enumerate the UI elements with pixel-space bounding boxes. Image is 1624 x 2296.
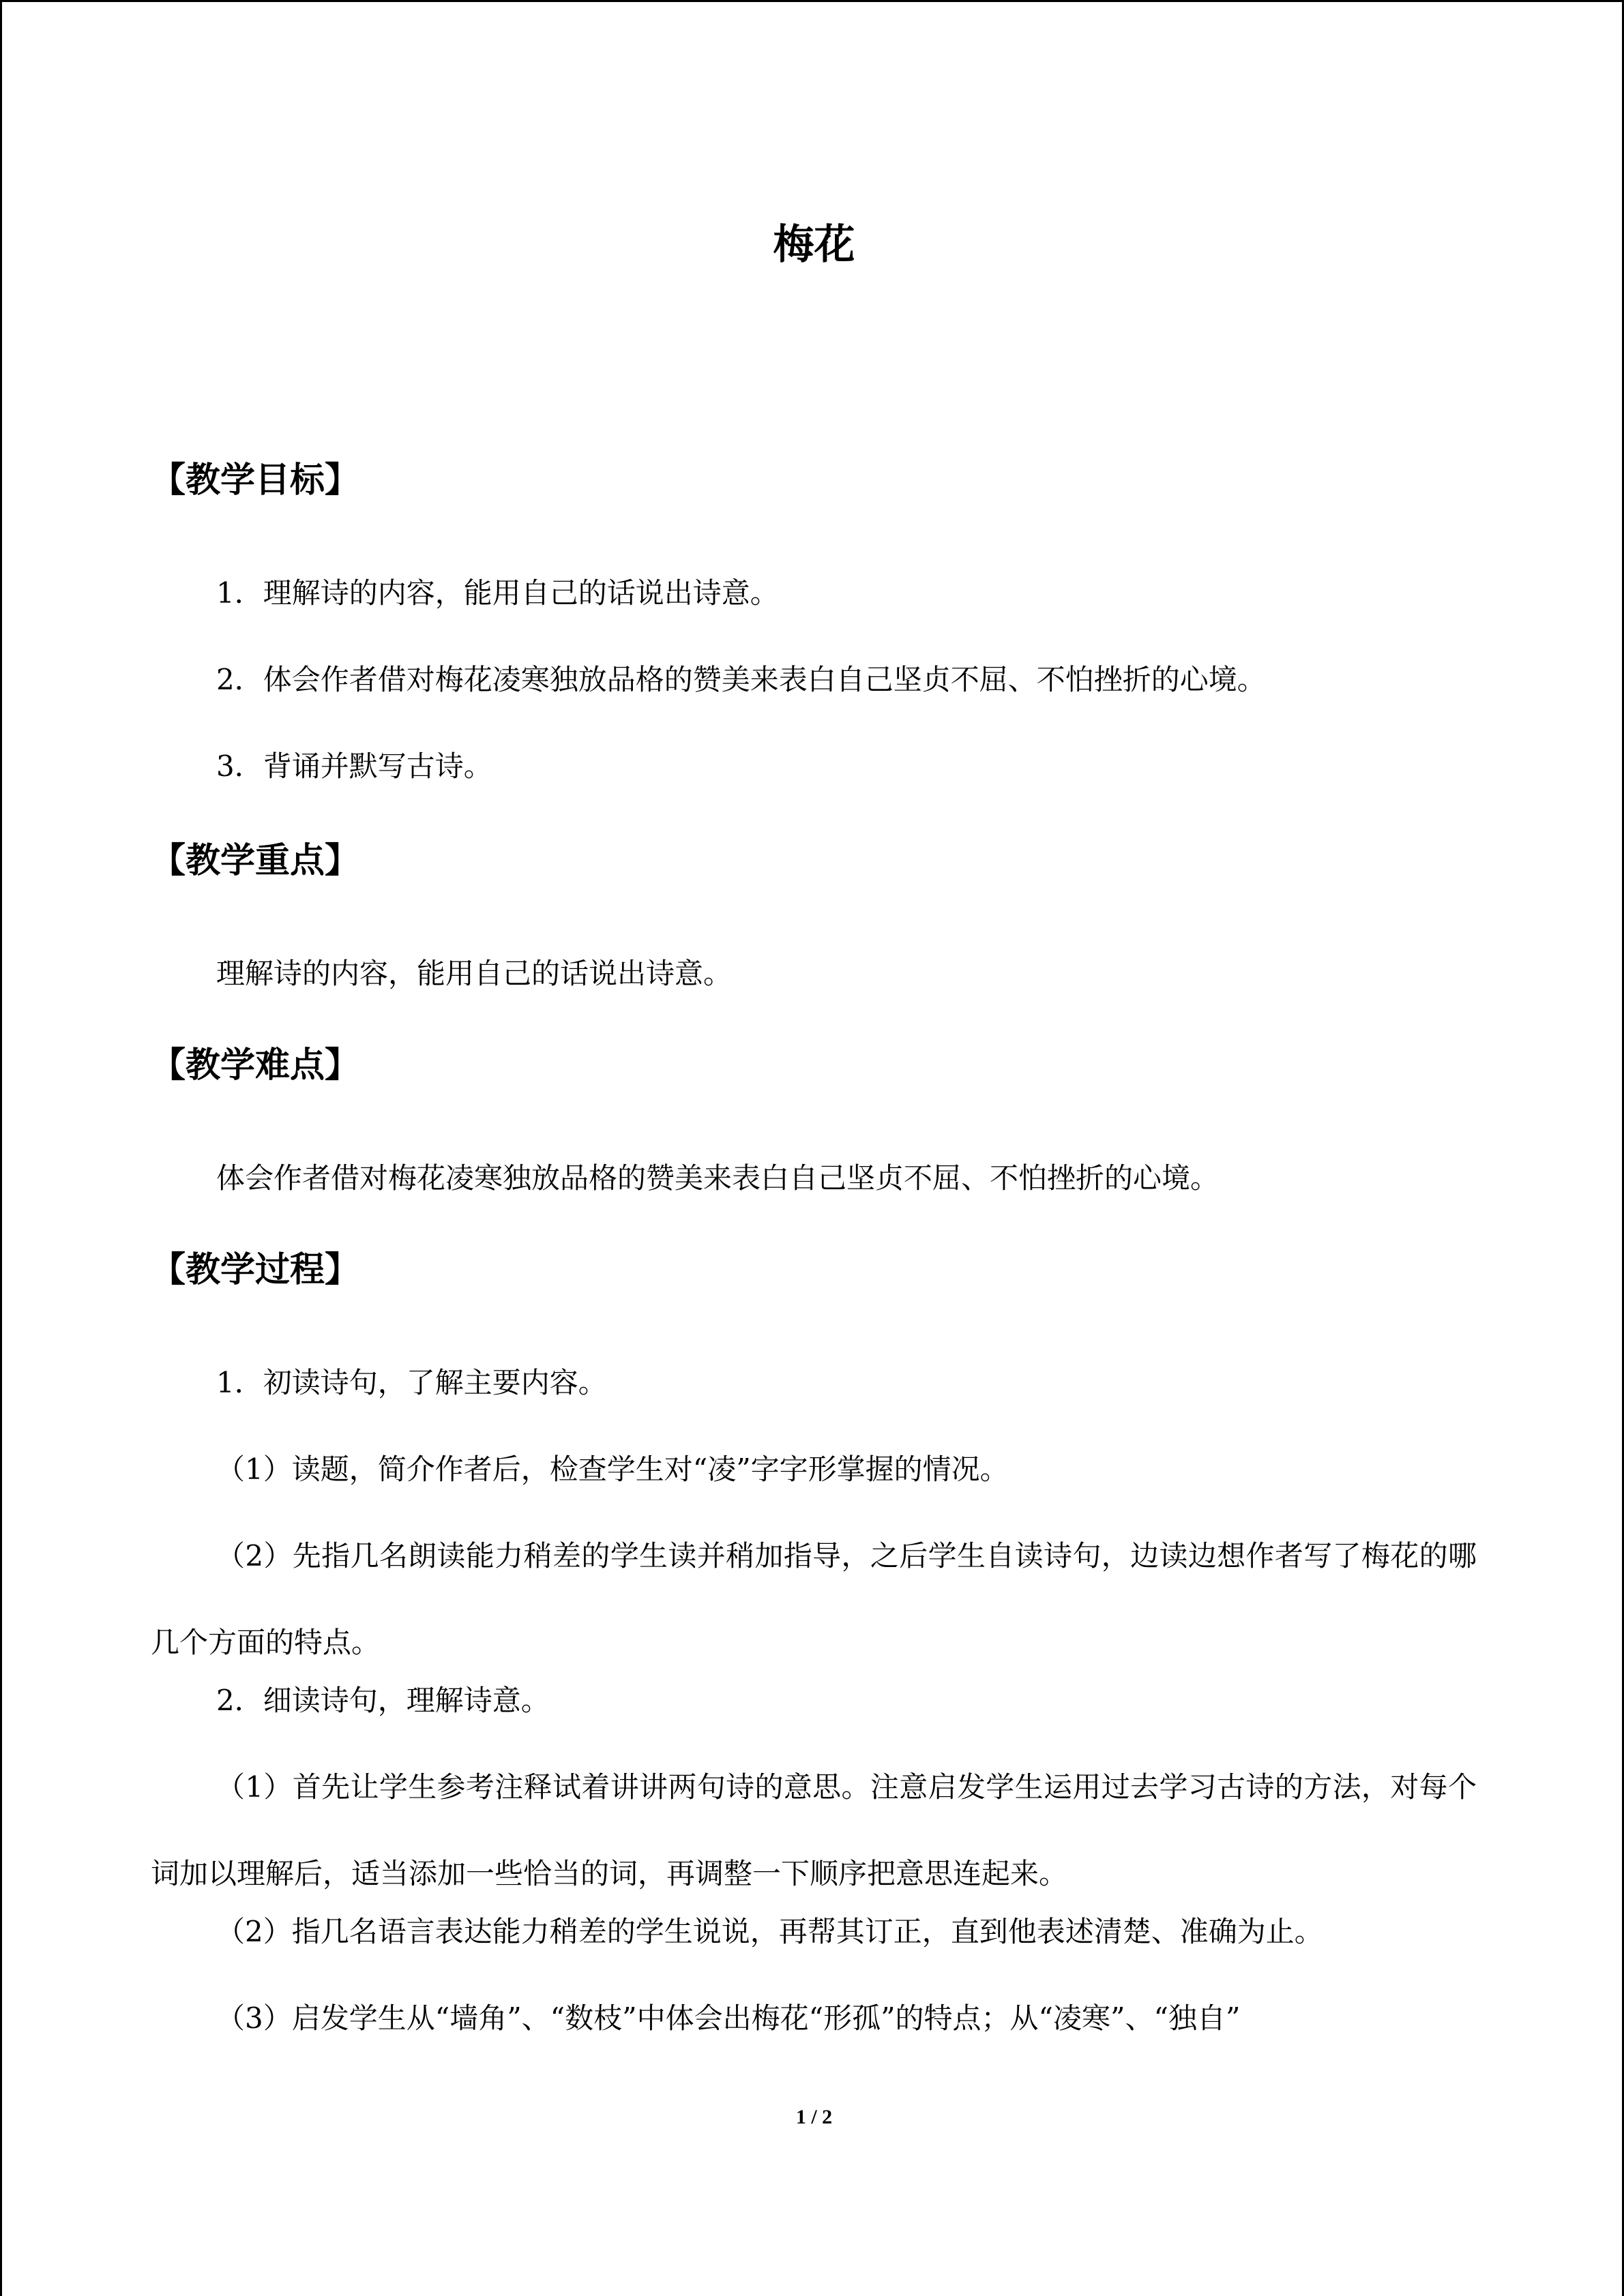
objective-item-1: 1．理解诗的内容，能用自己的话说出诗意。 bbox=[216, 576, 779, 610]
section-heading-difficulties: 【教学难点】 bbox=[151, 1045, 360, 1086]
objective-item-2: 2．体会作者借对梅花凌寒独放品格的赞美来表白自己坚贞不屈、不怕挫折的心境。 bbox=[216, 663, 1266, 696]
section-heading-objectives: 【教学目标】 bbox=[151, 460, 360, 501]
key-point-text: 理解诗的内容，能用自己的话说出诗意。 bbox=[216, 957, 733, 990]
document-title: 梅花 bbox=[773, 221, 855, 269]
process-step-1: 1．初读诗句，了解主要内容。 bbox=[216, 1366, 607, 1399]
process-step-2-2: （2）指几名语言表达能力稍差的学生说说，再帮其订正，直到他表述清楚、准确为止。 bbox=[216, 1915, 1323, 1948]
section-heading-key-points: 【教学重点】 bbox=[151, 841, 360, 881]
objective-item-3: 3．背诵并默写古诗。 bbox=[216, 749, 492, 783]
section-heading-process: 【教学过程】 bbox=[151, 1250, 360, 1290]
difficulty-text: 体会作者借对梅花凌寒独放品格的赞美来表白自己坚贞不屈、不怕挫折的心境。 bbox=[216, 1161, 1220, 1195]
process-step-1-1: （1）读题，简介作者后，检查学生对“凌”字字形掌握的情况。 bbox=[216, 1452, 1009, 1486]
process-step-2-1: （1）首先让学生参考注释试着讲讲两句诗的意思。注意启发学生运用过去学习古诗的方法，对每个词加以理解后，适当添加一些恰当的词，再调整一下顺序把意思连起来。 bbox=[151, 1770, 1477, 1890]
process-step-2: 2．细读诗句，理解诗意。 bbox=[216, 1684, 550, 1717]
process-step-2-3: （3）启发学生从“墙角”、“数枝”中体会出梅花“形孤”的特点；从“凌寒”、“独自” bbox=[216, 2001, 1241, 2035]
page-number: 1 / 2 bbox=[795, 2106, 833, 2128]
process-step-1-2: （2）先指几名朗读能力稍差的学生读并稍加指导，之后学生自读诗句，边读边想作者写了梅花的哪几个方面的特点。 bbox=[151, 1539, 1477, 1659]
